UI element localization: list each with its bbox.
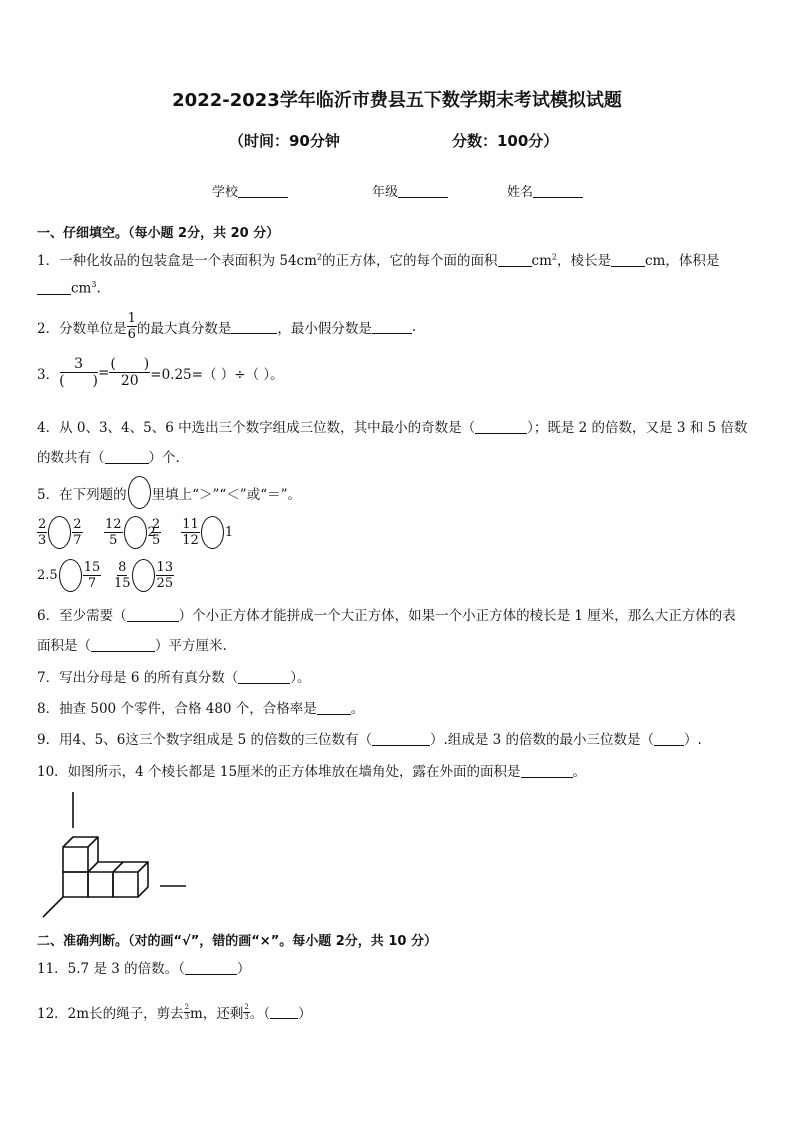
school-blank[interactable] xyxy=(238,184,288,198)
name-field[interactable] xyxy=(507,181,583,200)
exam-score: 分数：100分） xyxy=(452,132,559,150)
q5-c2-right: 2 xyxy=(147,525,156,540)
question-3: 3． $\frac{3}{( )}$ = $\frac{( )}{20}$ =0.25=（ ）÷（ ）。 xyxy=(37,356,284,389)
school-field[interactable] xyxy=(212,181,288,200)
q5-compare-2 xyxy=(104,516,156,549)
name-label: 姓名 xyxy=(507,185,534,200)
q5-c2-left: $\frac{12}{5}$ xyxy=(105,517,122,548)
q11-blank[interactable] xyxy=(185,961,237,975)
grade-blank[interactable] xyxy=(398,184,448,198)
question-4-line-2: 的数共有（ ）个. xyxy=(37,450,180,466)
q5-c3-right: $\frac{11}{12}$ xyxy=(182,517,199,548)
q5-c2-answer-oval[interactable] xyxy=(124,516,147,549)
q12-fraction-cut: $\frac{2}{3}$ xyxy=(184,1002,190,1021)
q4-blank-count[interactable] xyxy=(105,450,149,464)
q5-c3-right-value: 1 xyxy=(224,525,234,540)
q1-blank-edge[interactable] xyxy=(611,253,645,267)
q5-c3-answer-oval[interactable] xyxy=(201,516,224,549)
grade-field[interactable] xyxy=(372,181,448,200)
exam-time: （时间：90分钟 xyxy=(229,132,340,150)
q5-c4-left: 2.5 xyxy=(37,568,58,583)
q4-blank-odd[interactable] xyxy=(475,420,527,434)
q5-c5-answer-oval[interactable] xyxy=(132,559,155,592)
question-4-line-1: 4．从 0、3、4、5、6 中选出三个数字组成三位数，其中最小的奇数是（ ）；既是 2 的倍数，又是 3 和 5 倍数 xyxy=(37,420,748,436)
q5-c1-right: $\frac{2}{7}$ xyxy=(73,517,82,548)
question-8: 8．抽查 500 个零件，合格 480 个，合格率是 。 xyxy=(37,701,365,717)
question-6-line-2: 面积是（ ）平方厘米. xyxy=(37,638,227,654)
section-2-heading: 二、准确判断。（对的画“√”，错的画“×”。每小题 2分，共 10 分） xyxy=(37,934,437,949)
question-1-line-2: $cm^3$. xyxy=(37,280,101,297)
q5-compare-4 xyxy=(37,559,101,592)
question-10: 10．如图所示，4 个棱长都是 15厘米的正方体堆放在墙角处，露在外面的面积是 。 xyxy=(37,764,587,780)
question-2: 2．分数单位是 $\frac{1}{6}$ 的最大真分数是 ，最小假分数是 . xyxy=(37,311,417,342)
q6-blank-count[interactable] xyxy=(127,608,179,622)
q1-blank-volume[interactable] xyxy=(37,281,71,295)
q5-c4-right: $\frac{15}{7}$ xyxy=(83,560,101,591)
name-blank[interactable] xyxy=(533,184,583,198)
question-12: 12．2m长的绳子，剪去 $\frac{2}{3}$ m，还剩 $\frac{2}{3}$ 。（ ） xyxy=(37,1002,312,1022)
q6-blank-area[interactable] xyxy=(91,638,155,652)
section-1-heading: 一、仔细填空。（每小题 2分，共 20 分） xyxy=(37,226,280,241)
cube-corner-figure xyxy=(36,786,196,922)
question-6-line-1: 6．至少需要（ ）个小正方体才能拼成一个大正方体，如果一个小正方体的棱长是 1 厘米，那么大正方体的表 xyxy=(37,608,736,624)
q1-blank-face-area[interactable] xyxy=(498,253,532,267)
q9-blank-multiples-of-5[interactable] xyxy=(372,732,430,746)
q2-blank-proper[interactable] xyxy=(231,320,277,334)
q7-blank[interactable] xyxy=(238,670,290,684)
page-title: 2022-2023学年临沂市费县五下数学期末考试模拟试题 xyxy=(172,90,622,111)
q5-c3-left: $\frac{2}{5}$ xyxy=(152,517,161,548)
q5-compare-3 xyxy=(151,516,233,549)
question-7: 7．写出分母是 6 的所有真分数（ ）。 xyxy=(37,670,311,686)
q2-unit-fraction: $\frac{1}{6}$ xyxy=(127,311,136,342)
q8-blank[interactable] xyxy=(317,701,351,715)
q12-fraction-left: $\frac{2}{3}$ xyxy=(244,1002,249,1021)
q5-c1-left: $\frac{2}{3}$ xyxy=(38,517,47,548)
q5-c1-answer-oval[interactable] xyxy=(48,516,71,549)
question-9: 9．用4、5、6这三个数字组成是 5 的倍数的三位数有（ ）.组成是 3 的倍数的最小三位数是（ ）. xyxy=(37,732,702,748)
question-1-line-1: 1．一种化妆品的包装盒是一个表面积为 $54cm^2$的正方体，它的每个面的面积 $cm^2$，棱长是 cm，体积是 xyxy=(37,252,720,269)
q5-c4-answer-oval[interactable] xyxy=(59,559,82,592)
q10-blank[interactable] xyxy=(521,764,573,778)
q3-fraction-1[interactable]: $\frac{3}{( )}$ xyxy=(59,356,99,389)
q9-blank-multiple-of-3[interactable] xyxy=(654,732,684,746)
q3-fraction-2[interactable]: $\frac{( )}{20}$ xyxy=(110,356,150,389)
school-label: 学校 xyxy=(212,185,239,200)
question-5: 5．在下列题的 里填上“＞”“＜”或“＝”。 xyxy=(37,476,301,509)
grade-label: 年级 xyxy=(372,185,399,200)
q2-blank-improper[interactable] xyxy=(372,320,412,334)
q12-blank[interactable] xyxy=(270,1005,298,1019)
question-11: 11．5.7 是 3 的倍数。（ ） xyxy=(37,961,251,977)
q5-c5-right: $\frac{13}{25}$ xyxy=(156,560,174,591)
q5-oval-example xyxy=(128,476,151,509)
q5-compare-1 xyxy=(37,516,83,549)
q5-c5-left: $\frac{8}{15}$ xyxy=(114,560,131,591)
q5-compare-5 xyxy=(114,559,174,592)
